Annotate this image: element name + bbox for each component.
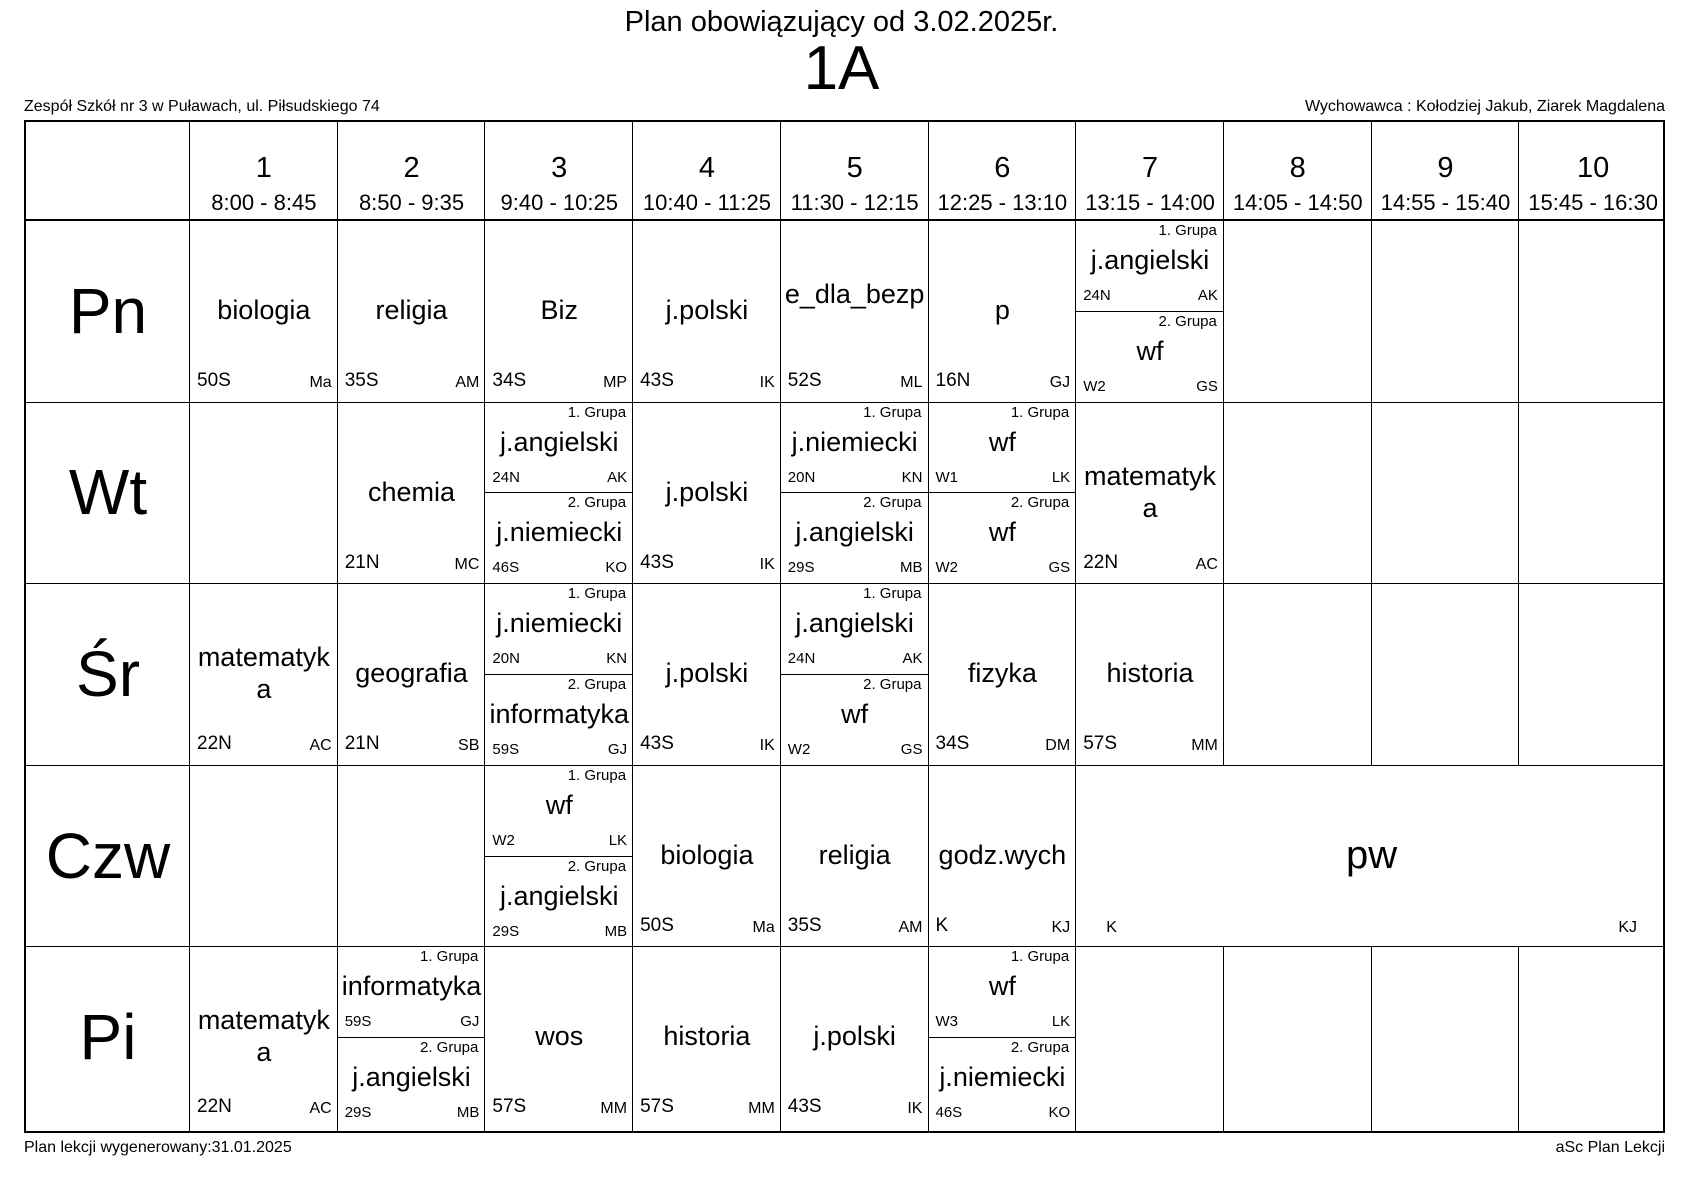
teacher-code: SB [458,737,480,755]
room-number: 24N [1083,287,1111,304]
tutor-info: Wychowawca : Kołodziej Jakub, Ziarek Magdalena [1304,98,1665,115]
subject-name: j.angielski [499,426,619,457]
teacher-code: MB [456,1104,480,1122]
subject-name: pw [1346,832,1398,877]
room-number: K [935,914,949,936]
period-header [338,122,486,220]
period-header [1076,122,1224,220]
subject-name: chemia [368,476,456,507]
room-number: 29S [344,1104,372,1122]
period-number: 9 [1437,152,1454,184]
room-number: 20N [787,468,816,486]
subject-name: religia [818,839,891,870]
teacher-code: GJ [1049,374,1071,391]
teacher-code: GJ [607,740,628,758]
room-number: 50S [640,914,674,936]
room-number: 35S [787,914,822,936]
teacher-code: AK [607,468,628,486]
room-number: 35S [344,370,379,391]
period-time: 15:45 - 16:30 [1528,190,1658,215]
teacher-code: KN [606,650,628,668]
period-time: 10:40 - 11:25 [642,190,771,215]
subject-name: j.angielski [795,517,914,548]
teacher-code: KJ [1051,918,1071,936]
lesson-cell [633,946,781,1128]
room-number: 24N [492,468,520,486]
subject-name: j.polski [813,1021,896,1052]
teacher-code: MM [1191,737,1218,755]
subject-name: wf [841,698,869,729]
subject-name: j.polski [665,295,749,325]
teacher-code: AK [1197,287,1218,304]
period-header [781,122,929,220]
subject-name: j.niemiecki [939,1062,1066,1093]
teacher-code: KO [1048,1104,1071,1122]
teacher-code: MM [600,1100,628,1118]
room-number: 21N [344,733,380,755]
subject-name: wf [988,971,1016,1002]
period-time: 11:30 - 12:15 [790,190,919,215]
subject-name: j.angielski [795,608,914,639]
lesson-cell [929,946,1077,1128]
group-divider [485,856,633,857]
period-header [1224,122,1372,220]
group-divider [485,674,633,675]
lesson-cell [929,583,1077,765]
group-label: 2. Grupa [1010,494,1070,512]
room-number: 43S [640,551,674,573]
subject-name: religia [375,295,448,325]
lesson-cell [633,402,781,584]
room-number: 20N [492,650,520,668]
lesson-cell [485,220,633,402]
lesson-cell [190,946,338,1128]
subject-name: j.angielski [352,1062,471,1093]
period-number: 7 [1141,152,1159,184]
lesson-cell [485,583,633,765]
teacher-code: AC [1195,555,1218,573]
subject-name: wf [1136,335,1164,366]
room-number: 57S [1083,733,1117,755]
lesson-cell [633,765,781,947]
grid-line [1371,122,1372,765]
grid-line [1518,122,1519,765]
room-number: W2 [1083,377,1106,395]
group-divider [338,1037,486,1038]
teacher-code: GS [900,740,923,758]
subject-name: wf [988,426,1016,457]
group-label: 2. Grupa [567,675,627,693]
room-number: 57S [492,1096,527,1118]
teacher-code: DM [1045,737,1071,755]
group-label: 1. Grupa [1010,403,1070,421]
teacher-code: MP [603,374,628,391]
room-number: 22N [197,1096,232,1118]
class-name: 1A [803,34,880,103]
lesson-cell [485,765,633,947]
teacher-code: GS [1196,377,1218,395]
period-time: 12:25 - 13:10 [937,190,1068,215]
teacher-code: GJ [460,1013,480,1031]
group-divider [485,492,633,493]
lesson-cell [633,220,781,402]
subject-name: j.polski [665,658,749,689]
group-label: 2. Grupa [567,494,627,512]
page-subtitle: Plan obowiązujący od 3.02.2025r. [624,6,1059,38]
group-label: 1. Grupa [863,403,922,421]
grid-line [1223,946,1224,1131]
room-number: 22N [1083,551,1119,573]
period-time: 13:15 - 14:00 [1085,190,1215,215]
grid-line [1518,946,1519,1131]
teacher-code: Ma [752,918,775,936]
period-header [1519,122,1667,220]
group-label: 1. Grupa [420,948,479,966]
lesson-cell [781,220,929,402]
group-label: 2. Grupa [1158,312,1217,330]
lesson-cell [190,220,338,402]
group-label: 2. Grupa [863,494,922,512]
group-label: 1. Grupa [863,585,922,603]
software-credit: aSc Plan Lekcji [1555,1139,1665,1156]
lesson-cell [1076,220,1224,402]
subject-name: j.niemiecki [496,608,623,639]
room-number: 43S [640,370,674,391]
room-number: 46S [492,559,520,577]
period-header [485,122,633,220]
teacher-code: GS [1048,559,1071,577]
teacher-code: ML [900,374,923,391]
room-number: 43S [787,1096,822,1118]
teacher-code: IK [759,555,775,573]
group-label: 1. Grupa [567,766,627,784]
grid-line [1371,946,1372,1131]
room-number: 50S [197,370,231,391]
subject-name: matematyka [1084,460,1217,523]
room-number: 43S [640,733,674,755]
period-number: 6 [994,152,1011,184]
period-number: 4 [698,152,715,184]
subject-name: Biz [540,295,578,325]
school-name: Zespół Szkół nr 3 w Puławach, ul. Piłsudskiego 74 [24,98,380,115]
day-label: Śr [76,637,140,710]
teacher-code: MB [899,559,923,577]
subject-name: wos [535,1021,584,1052]
period-time: 14:55 - 15:40 [1380,190,1511,215]
period-number: 8 [1289,152,1306,184]
group-label: 1. Grupa [567,403,627,421]
lesson-cell [781,583,929,765]
lesson-cell [781,402,929,584]
room-number: 57S [640,1096,674,1118]
period-time: 9:40 - 10:25 [500,190,618,215]
period-number: 3 [551,152,568,184]
group-divider [781,492,929,493]
group-label: 1. Grupa [1010,948,1070,966]
subject-name: geografia [355,658,468,689]
day-label: Czw [45,819,171,892]
room-number: 59S [344,1013,372,1031]
group-label: 1. Grupa [567,585,627,603]
group-divider [781,674,929,675]
period-number: 10 [1577,152,1610,184]
subject-name: informatyka [489,698,630,729]
lesson-cell [633,583,781,765]
subject-name: wf [988,517,1016,548]
teacher-code: AC [309,1100,332,1118]
subject-name: j.angielski [499,880,619,911]
room-number: 52S [787,370,822,391]
group-label: 2. Grupa [567,857,627,875]
teacher-code: AM [455,374,480,391]
room-number: 29S [787,559,815,577]
teacher-code: KO [605,559,628,577]
period-header [633,122,781,220]
lesson-cell [338,946,486,1128]
subject-name: matematyka [197,1005,330,1068]
day-label: Pi [79,1001,137,1074]
room-number: W2 [492,831,515,849]
subject-name: j.angielski [1090,245,1210,275]
generated-date: Plan lekcji wygenerowany:31.01.2025 [24,1139,292,1156]
subject-name: wf [545,789,573,820]
timetable-grid [24,120,1665,1133]
subject-name: j.niemiecki [496,517,623,548]
subject-name: informatyka [341,971,482,1002]
room-number: K [1106,918,1117,936]
group-label: 2. Grupa [1010,1039,1070,1057]
room-number: W2 [787,740,811,758]
teacher-code: AM [898,918,923,936]
lesson-cell [1076,583,1224,765]
teacher-code: LK [1051,468,1071,486]
teacher-code: LK [1051,1013,1071,1031]
room-number: 29S [492,922,520,940]
room-number: 24N [787,650,816,668]
teacher-code: MM [748,1100,775,1118]
lesson-cell [338,220,486,402]
teacher-code: MB [604,922,628,940]
day-label: Pn [68,274,148,347]
teacher-code: AC [309,737,332,755]
lesson-cell [485,402,633,584]
subject-name: p [994,295,1010,325]
teacher-code: KJ [1618,918,1637,936]
subject-name: biologia [217,295,311,325]
teacher-code: MC [454,555,480,573]
group-divider [929,1037,1077,1038]
period-time: 8:50 - 9:35 [358,190,465,215]
room-number: 34S [935,733,970,755]
day-label: Wt [68,456,148,529]
group-label: 2. Grupa [420,1039,479,1057]
lesson-cell [338,402,486,584]
teacher-code: KN [901,468,923,486]
lesson-cell [929,402,1077,584]
subject-name: historia [663,1021,751,1052]
subject-name: godz.wych [938,839,1067,870]
period-header [929,122,1077,220]
room-number: W1 [935,468,958,486]
subject-name: j.polski [665,476,749,507]
group-label: 1. Grupa [1158,222,1217,239]
period-number: 1 [255,152,272,184]
teacher-code: LK [608,831,628,849]
subject-name: j.niemiecki [791,426,918,457]
period-header [190,122,338,220]
room-number: 59S [492,740,520,758]
group-label: 2. Grupa [863,675,922,693]
period-header [1372,122,1520,220]
period-time: 8:00 - 8:45 [211,190,317,215]
period-number: 2 [403,152,420,184]
room-number: W2 [935,559,958,577]
group-divider [929,492,1077,493]
subject-name: matematyka [197,642,330,705]
room-number: 34S [492,370,527,391]
room-number: 16N [935,370,971,391]
lesson-cell [929,220,1077,402]
subject-name: e_dla_bezp [784,279,925,309]
lesson-cell [485,946,633,1128]
period-time: 14:05 - 14:50 [1232,190,1363,215]
group-divider [1076,311,1224,312]
teacher-code: Ma [309,374,332,391]
period-number: 5 [846,152,863,184]
lesson-cell [781,946,929,1128]
room-number: 46S [935,1104,963,1122]
room-number: W3 [935,1013,958,1031]
lesson-cell [929,765,1077,947]
teacher-code: IK [759,374,775,391]
lesson-cell-span [1076,765,1667,947]
teacher-code: AK [902,650,923,668]
teacher-code: IK [907,1100,923,1118]
subject-name: fizyka [967,658,1037,689]
subject-name: historia [1106,658,1194,689]
subject-name: biologia [660,839,754,870]
lesson-cell [190,583,338,765]
room-number: 22N [197,733,232,755]
teacher-code: IK [759,737,775,755]
lesson-cell [1076,402,1224,584]
room-number: 21N [344,551,380,573]
lesson-cell [338,583,486,765]
lesson-cell [781,765,929,947]
